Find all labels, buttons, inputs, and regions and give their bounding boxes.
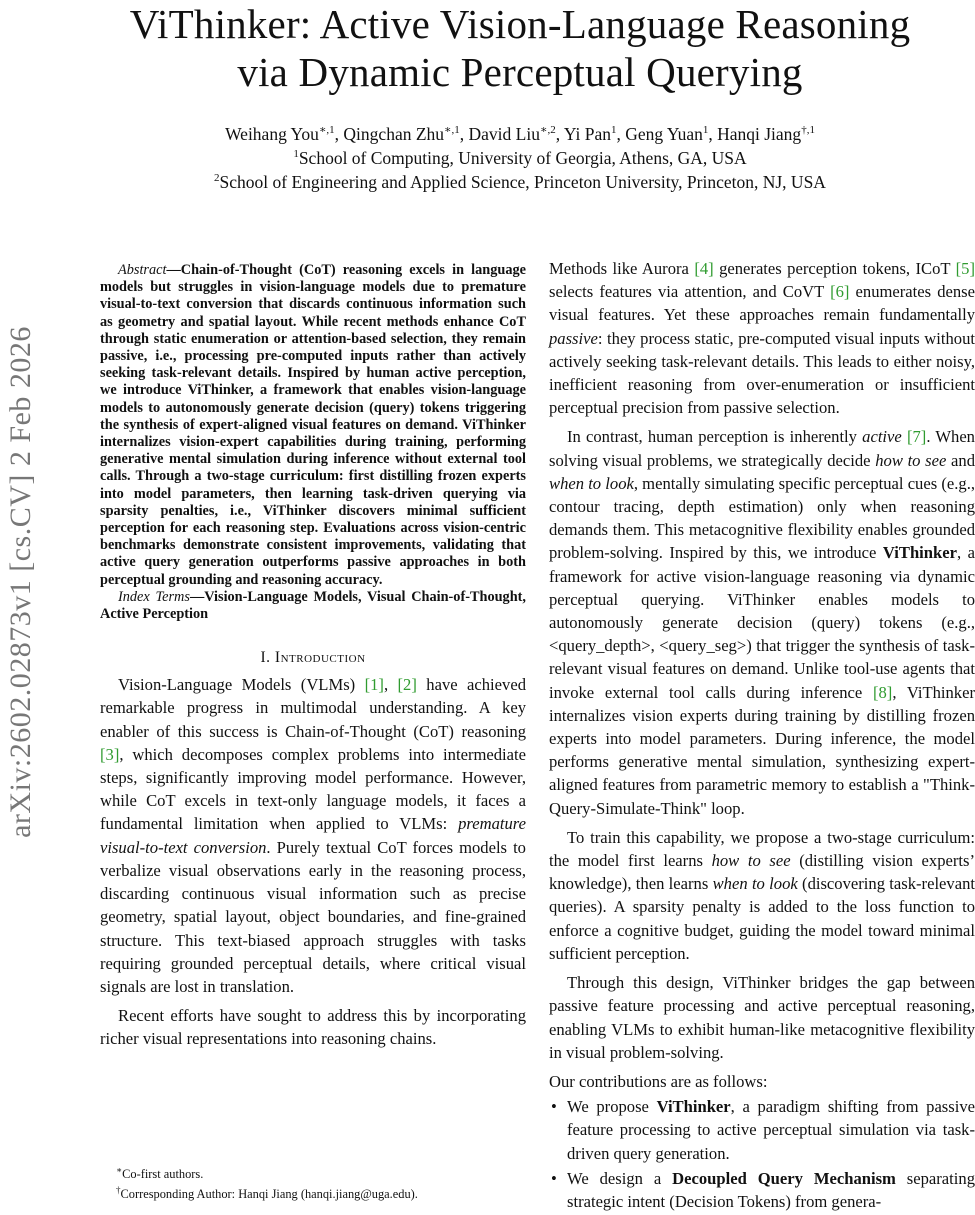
left-column <box>100 262 526 1051</box>
paper-title <box>40 0 975 96</box>
bullet-icon: • <box>551 1168 557 1188</box>
contributions-intro: Our contributions are as follows: <box>549 1071 768 1091</box>
author-mark: 1 <box>610 124 617 137</box>
footnotes <box>116 1162 526 1202</box>
intro-paragraph-5: To train this capability, we propose a two-stage curriculum: the model first learns how to see (distilling vision experts’ knowledge), then learns when to look (discovering task-relevant queries). A sparsity penalty is added to the loss function to enforce a cognitive budget, guiding the model toward minimal sufficient perception. <box>549 827 975 963</box>
author-mark: ∗,1 <box>444 124 460 137</box>
arxiv-identifier: arXiv:2602.02873v1 [cs.CV] 2 Feb 2026 <box>4 326 37 838</box>
citation-link[interactable]: [3] <box>100 744 120 764</box>
index-terms-lead: Index Terms <box>118 588 190 605</box>
intro-paragraph-2: Recent efforts have sought to address this by incorporating richer visual representations into reasoning chains. <box>100 1006 526 1049</box>
abstract-lead: Abstract <box>118 262 167 278</box>
author-mark: ∗,2 <box>539 124 556 137</box>
author-mark: †,1 <box>801 124 815 137</box>
affiliation-1: $^1$School of Computing, University of Georgia, Athens, GA, USA <box>293 148 747 168</box>
author-name: Qingchan Zhu <box>343 124 445 144</box>
author-mark: 1 <box>702 124 709 137</box>
author-name: David Liu <box>468 124 540 144</box>
author-names: Weihang You$^{∗,1}$, Qingchan Zhu$^{∗,1}$, David Liu$^{∗,2}$, Yi Pan$^1$, Geng Yuan$^1$, Hanqi Jiang$^{\dagger,1}$ <box>225 124 815 144</box>
affiliation-2: $^2$School of Engineering and Applied Science, Princeton University, Princeton, NJ, USA <box>214 172 826 192</box>
list-item: • We design a Decoupled Query Mechanism separating strategic intent (Decision Tokens) from genera- <box>551 1168 975 1211</box>
author-name: Weihang You <box>225 124 319 144</box>
citation-link[interactable]: [4] <box>694 259 714 278</box>
author-block <box>40 122 975 194</box>
title-line-1: ViThinker: Active Vision-Language Reasoning <box>129 1 911 47</box>
author-name: Yi Pan <box>563 124 611 144</box>
title-line-2: via Dynamic Perceptual Querying <box>237 49 803 95</box>
citation-link[interactable]: [7] <box>906 427 927 447</box>
footnote-corresponding: †Corresponding Author: Hanqi Jiang (hanqi.jiang@uga.edu). <box>116 1185 418 1202</box>
list-item: • We propose ViThinker, a paradigm shifting from passive feature processing to active perceptual simulation via task-driven query generation. <box>551 1097 975 1163</box>
author-name: Hanqi Jiang <box>717 124 802 144</box>
intro-paragraph-6: Through this design, ViThinker bridges the gap between passive feature processing and active perceptual reasoning, enabling VLMs to exhibit human-like metacognitive flexibility in visual problem-solving. <box>549 973 975 1062</box>
bullet-icon: • <box>551 1097 557 1117</box>
index-terms-text: —Vision-Language Models, Visual Chain-of-Thought, Active Perception <box>100 588 526 623</box>
intro-paragraph-3: Methods like Aurora [4] generates perception tokens, ICoT [5] selects features via attention, and CoVT [6] enumerates dense visual features. Yet these approaches remain fundamentally passive: they process static, pre-computed visual inputs without actively seeking task-relevant details. This leads to either noisy, inefficient reasoning from over-enumeration or insufficient perceptual precision from passive selection. <box>549 259 975 418</box>
arxiv-sidebar <box>2 252 40 912</box>
author-mark: ∗,1 <box>318 124 335 137</box>
contributions-list <box>549 1095 975 1213</box>
intro-paragraph-4: In contrast, human perception is inherently active [7]. When solving visual problems, we strategically decide how to see and when to look, mentally simulating specific perceptual cues (e.g., contour tracing, depth estimation) only when reasoning demands them. This metacognitive flexibility enables grounded problem-solving. Inspired by this, we introduce ViThinker, a framework for active vision-language reasoning via dynamic perceptual querying. ViThinker enables models to autonomously generate decision (query) tokens (e.g., <query_depth>, <query_seg>) that trigger the synthesis of task-relevant visual features on demand. Unlike tool-use agents that invoke external tool calls during inference [8], ViThinker internalizes vision experts during training by distilling frozen experts into model parameters. During inference, the model performs generative mental simulation, synthesizing expert-aligned features from parametric memory to establish a "Think-Query-Simulate-Think" loop. <box>549 427 975 818</box>
citation-link[interactable]: [5] <box>955 259 975 278</box>
index-terms <box>100 589 526 623</box>
abstract-text: —Chain-of-Thought (CoT) reasoning excels in language models but struggles in vision-language models due to premature visual-to-text conversion that discards continuous information such as geometry and spatial layout. While recent methods enhance CoT through static enumeration or attention-based selection, they remain passive, i.e., processing pre-computed inputs rather than actively seeking task-relevant details. Inspired by human active perception, we introduce ViThinker, a framework that enables vision-language models to autonomously generate decision (query) tokens triggering the synthesis of expert-aligned visual features on demand. ViThinker internalizes vision-expert capabilities during training, performing generative mental simulation during inference without external tool calls. Through a two-stage curriculum: first distilling frozen experts into model parameters, then learning task-driven querying via sparsity penalties, i.e., ViThinker discovers minimal sufficient perception for each reasoning step. Evaluations across vision-centric benchmarks demonstrate consistent improvements, validating that active query generation outperforms passive approaches in both perceptual grounding and reasoning accuracy. <box>100 262 526 588</box>
right-column <box>549 257 975 1215</box>
citation-link[interactable]: [2] <box>397 675 417 695</box>
abstract <box>100 262 526 589</box>
citation-link[interactable]: [8] <box>872 682 893 702</box>
author-name: Geng Yuan <box>625 124 703 144</box>
footnote-co-first: ∗Co-first authors. <box>116 1165 204 1182</box>
intro-paragraph-1: Vision-Language Models (VLMs) [1], [2] have achieved remarkable progress in multimodal understanding. A key enabler of this success is Chain-of-Thought (CoT) reasoning [3], which decomposes complex problems into intermediate steps, significantly improving model performance. However, while CoT excels in text-only language models, it faces a fundamental limitation when applied to VLMs: premature visual-to-text conversion. Purely textual CoT forces models to verbalize visual observations early in the reasoning process, discarding continuous visual information such as precise geometry, spatial layout, object boundaries, and fine-grained structure. This text-biased approach struggles with tasks requiring grounded perceptual details, where critical visual signals are lost in translation. <box>100 675 526 996</box>
citation-link[interactable]: [1] <box>364 675 384 695</box>
section-heading-introduction: I. Introduction <box>260 649 366 667</box>
citation-link[interactable]: [6] <box>830 282 850 302</box>
